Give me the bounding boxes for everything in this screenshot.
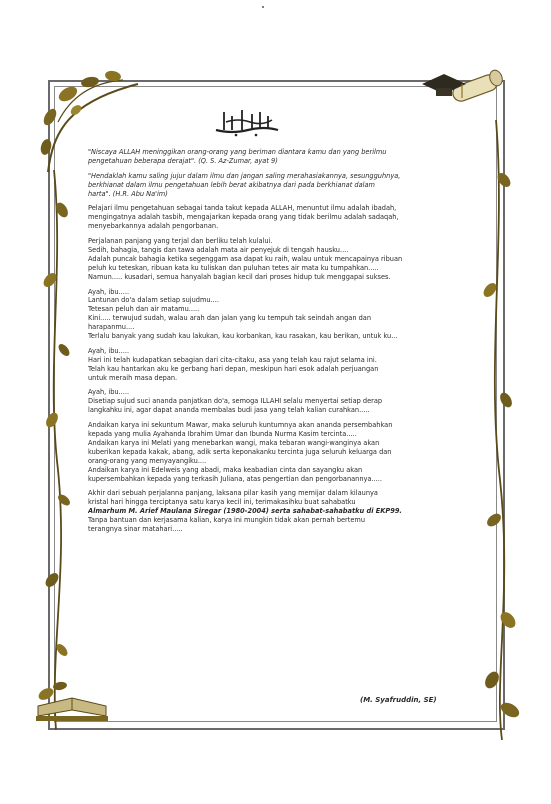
text-line: berkhianat dalam ilmu pengetahuan lebih berat akibatnya dari pada berkhianat dalam xyxy=(88,180,375,189)
quote-hadith xyxy=(88,172,454,199)
text-line: kupersembahkan kepada yang terkasih Juliana, atas pengertian dan pengorbanannya..... xyxy=(88,474,382,483)
text-line: Akhir dari sebuah perjalanna panjang, laksana pilar kasih yang memijar dalam kilaunya xyxy=(88,489,378,498)
paragraph-akhir xyxy=(88,489,454,533)
arabic-calligraphy-icon xyxy=(212,104,282,138)
text-line: Ayah, ibu..... xyxy=(88,346,130,355)
text-line: untuk meraih masa depan. xyxy=(88,373,178,382)
text-line: Almarhum M. Arief Maulana Siregar (1980-2004) serta sahabat-sahabatku di EKP99. xyxy=(88,507,402,516)
text-line: Hari ini telah kudapatkan sebagian dari cita-citaku, asa yang telah kau rajut selama ini. xyxy=(88,355,377,364)
text-line: "Niscaya ALLAH meninggikan orang-orang yang beriman diantara kamu dan yang berilmu xyxy=(88,148,387,156)
text-line: Andaikan karya ini sekuntum Mawar, maka seluruh kuntumnya akan ananda persembahkan xyxy=(88,421,393,430)
text-line: Tanpa bantuan dan kerjasama kalian, karya ini mungkin tidak akan pernah bertemu xyxy=(88,516,366,525)
quote-quran xyxy=(88,148,454,166)
text-line: orang-orang yang menyayangiku.... xyxy=(88,456,207,465)
text-line: kristal hari hingga terciptanya satu karya kecil ini, terimakasihku buat sahabatku xyxy=(88,498,356,507)
text-line: menyebarkannya adalah pengorbanan. xyxy=(88,222,219,231)
text-line: Andaikan karya ini Melati yang menebarkan wangi, maka tebaran wangi-wanginya akan xyxy=(88,438,380,447)
text-line: Ayah, ibu..... xyxy=(88,388,130,397)
text-line: kepada yang mulia Ayahanda Ibrahim Umar dan Ibunda Nurma Kasim tercinta..... xyxy=(88,430,357,439)
text-line: Ayah, ibu..... xyxy=(88,287,130,296)
text-line: Lantunan do'a dalam setiap sujudmu.... xyxy=(88,296,219,305)
text-line: Sedih, bahagia, tangis dan tawa adalah mata air penyejuk di tengah hausku.... xyxy=(88,246,349,255)
text-line: Perjalanan panjang yang terjal dan berliku telah kulalui. xyxy=(88,237,273,246)
text-line: Telah kau hantarkan aku ke gerbang hari depan, meskipun hari esok adalah perjuangan xyxy=(88,364,379,373)
text-line: Terlalu banyak yang sudah kau lakukan, kau korbankan, kau rasakan, kau berikan, untuk ku... xyxy=(88,332,398,341)
paragraph-ilmu xyxy=(88,204,454,231)
dedication-text xyxy=(88,148,454,540)
paragraph-perjalanan xyxy=(88,237,454,281)
text-line: harapanmu.... xyxy=(88,323,135,332)
text-line: peluh ku teteskan, ribuan kata ku tuliskan dan puluhan tetes air mata ku tumpahkan..... xyxy=(88,263,379,272)
text-line: Tetesan peluh dan air matamu..... xyxy=(88,305,200,314)
paragraph-andaikan xyxy=(88,421,454,483)
text-line: terangnya sinar matahari..... xyxy=(88,524,183,533)
paragraph-ayah-ibu-2 xyxy=(88,347,454,383)
text-line: langkahku ini, agar dapat ananda membalas budi jasa yang telah kalian curahkan..... xyxy=(88,406,370,415)
stray-dot xyxy=(262,6,264,8)
text-line: Disetiap sujud suci ananda panjatkan do'a, semoga ILLAHI selalu menyertai setiap derap xyxy=(88,397,383,406)
paragraph-ayah-ibu-3 xyxy=(88,388,454,415)
text-line: "Hendaklah kamu saling jujur dalam ilmu dan jangan saling merahasiakannya, sesungguhnya, xyxy=(88,171,401,180)
text-line: Kini..... terwujud sudah, walau arah dan jalan yang ku tempuh tak seindah angan dan xyxy=(88,314,372,323)
signature: (M. Syafruddin, SE) xyxy=(360,696,437,704)
text-line: Adalah puncak bahagia ketika segenggam asa dapat ku raih, walau untuk mencapainya ribuan xyxy=(88,254,403,263)
text-line: harta". (H.R. Abu Na'im) xyxy=(88,189,168,198)
paragraph-ayah-ibu-1 xyxy=(88,288,454,341)
text-line: Pelajari ilmu pengetahuan sebagai tanda takut kepada ALLAH, menuntut ilmu adalah ibadah, xyxy=(88,204,397,213)
text-line: pengetahuan beberapa derajat". (Q. S. Az-Zumar, ayat 9) xyxy=(88,156,278,165)
text-line: mengingatnya adalah tasbih, mengajarkan kepada orang yang tidak berilmu adalah sadaqah, xyxy=(88,213,399,222)
text-line: kuberikan kepada kakak, abang, adik serta keponakanku tercinta juga seluruh keluarga dan xyxy=(88,447,392,456)
text-line: Namun..... kusadari, semua hanyalah bagian kecil dari proses hidup tuk menggapai sukses. xyxy=(88,272,391,281)
text-line: Andaikan karya ini Edelweis yang abadi, maka keabadian cinta dan sayangku akan xyxy=(88,465,363,474)
